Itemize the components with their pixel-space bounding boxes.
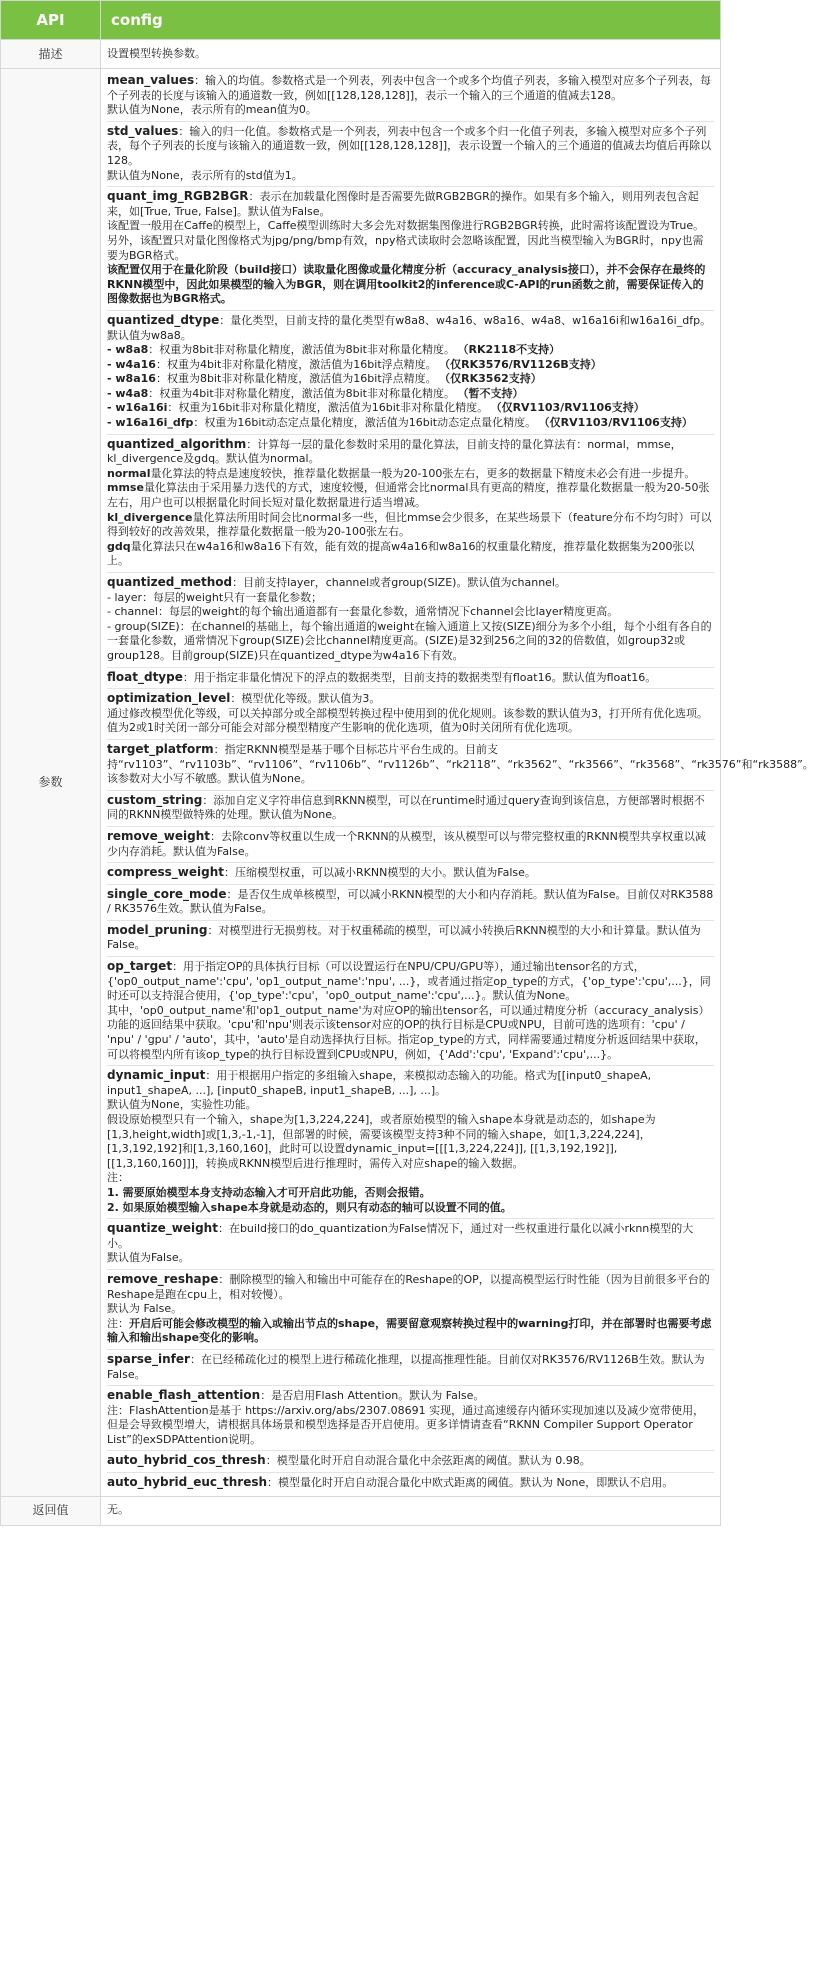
param-term: mmse bbox=[107, 481, 144, 495]
param-term: - w4a8 bbox=[107, 386, 149, 400]
param-text: ：对模型进行无损剪枝。对于权重稀疏的模型，可以减小转换后RKNN模型的大小和计算量。默认值为False。 bbox=[107, 923, 701, 952]
param-line bbox=[107, 691, 714, 707]
param-line bbox=[107, 234, 714, 263]
param-line bbox=[107, 437, 714, 467]
param-text: - group(SIZE)：在channel的基础上，每个输出通道的weight在输入通道上又按(SIZE)细分为多个小组，每个小组有各自的一套量化参数，通常情况下group(SIZE)会比channel精度更高。(SIZE)是32到256之间的32的倍数值，如group32或group128。目前group(SIZE)只在quantized_dtype为w4a16下有效。 bbox=[107, 619, 712, 662]
param-block bbox=[107, 885, 714, 921]
params-value bbox=[101, 69, 814, 1497]
param-text: ：权重为4bit非对称量化精度，激活值为16bit浮点精度。 bbox=[155, 357, 437, 371]
param-line bbox=[107, 959, 714, 1004]
param-title: model_pruning bbox=[107, 922, 208, 937]
param-line bbox=[107, 620, 714, 664]
param-text: 该配置一般用在Caffe的模型上，Caffe模型训练时大多会先对数据集图像进行RGB2BGR转换，此时需将该配置设为True。 bbox=[107, 219, 705, 233]
param-block bbox=[107, 1350, 714, 1386]
param-line bbox=[107, 1388, 714, 1404]
return-value: 无。 bbox=[101, 1496, 721, 1525]
param-line bbox=[107, 1475, 714, 1491]
param-text: - layer：每层的weight只有一套量化参数； bbox=[107, 590, 323, 604]
param-title: auto_hybrid_euc_thresh bbox=[107, 1475, 268, 1490]
param-text: ：去除conv等权重以生成一个RKNN的从模型，该从模型可以与带完整权重的RKNN模型共享权重以减少内存消耗。默认值为False。 bbox=[107, 829, 706, 858]
param-block bbox=[107, 689, 714, 740]
param-text: ：权重为8bit非对称量化精度，激活值为8bit非对称量化精度。 bbox=[148, 343, 455, 357]
param-title: sparse_infer bbox=[107, 1351, 190, 1366]
param-text: 注：FlashAttention是基于 https://arxiv.org/abs/2307.08691 实现，通过高速缓存内循环实现加速以及减少宽带使用，但是会导致模型增大，请根据具体场景和模型选择是否开启使用。更多详情请查看“RKNN Compiler Support Operator List”的exSDPAttention说明。 bbox=[107, 1403, 705, 1446]
param-line bbox=[107, 923, 714, 953]
params-row bbox=[1, 69, 721, 1497]
param-text: 默认值为None，实验性功能。 bbox=[107, 1098, 257, 1112]
param-text: 通过修改模型优化等级，可以关掉部分或全部模型转换过程中使用到的优化规则。该参数的默认值为3，打开所有优化选项。值为2或1时关闭一部分可能会对部分模型精度产生影响的优化选项，值为0时关闭所有优化选项。 bbox=[107, 706, 708, 735]
param-title: compress_weight bbox=[107, 865, 224, 880]
param-line bbox=[107, 540, 714, 569]
param-text: ：压缩模型权重，可以减小RKNN模型的大小。默认值为False。 bbox=[224, 866, 536, 880]
param-line bbox=[107, 793, 714, 823]
param-term: - w16a16i bbox=[107, 401, 168, 415]
param-text: ：输入的均值。参数格式是一个列表，列表中包含一个或多个均值子列表，多输入模型对应多个子列表，每个子列表的长度与该输入的通道数一致，例如[[128,128,128]]，表示一个输入的三个通道的值减去128。 bbox=[107, 74, 712, 102]
param-block bbox=[107, 311, 714, 435]
param-line bbox=[107, 1068, 714, 1098]
param-title: remove_reshape bbox=[107, 1271, 219, 1286]
param-block bbox=[107, 1066, 714, 1219]
params-label: 参数 bbox=[1, 69, 101, 1497]
param-text: 量化算法所用时间会比normal多一些，但比mmse会少很多，在某些场景下（feature分布不均匀时）可以得到较好的改善效果，推荐量化数据量一般为20-100张左右。 bbox=[107, 510, 712, 539]
param-line bbox=[107, 591, 714, 606]
param-line bbox=[107, 416, 714, 431]
param-block bbox=[107, 1270, 714, 1350]
param-block bbox=[107, 957, 714, 1066]
param-text: 另外，该配置只对量化图像格式为jpg/png/bmp有效，npy格式读取时会忽略该配置，因此当模型输入为BGR时，npy也需要为BGR格式。 bbox=[107, 233, 704, 262]
param-title: quantized_dtype bbox=[107, 312, 220, 327]
param-text: ：用于指定非量化情况下的浮点的数据类型，目前支持的数据类型有float16。默认值为float16。 bbox=[182, 670, 657, 684]
param-line bbox=[107, 1221, 714, 1251]
param-line bbox=[107, 169, 714, 184]
param-line bbox=[107, 1404, 714, 1448]
param-title: target_platform bbox=[107, 741, 214, 756]
param-text: ：是否仅生成单核模型，可以减小RKNN模型的大小和内存消耗。默认值为False。目前仅对RK3588 / RK3576生效。默认值为False。 bbox=[107, 887, 714, 916]
param-block bbox=[107, 573, 714, 668]
param-support-note: （仅RK3576/RV1126B支持） bbox=[444, 357, 602, 371]
param-title: remove_weight bbox=[107, 828, 210, 843]
param-text: ：量化类型，目前支持的量化类型有w8a8、w4a16、w8a16、w4a8、w16a16i和w16a16i_dfp。默认值为w8a8。 bbox=[107, 313, 712, 342]
param-line bbox=[107, 263, 714, 307]
param-line bbox=[107, 670, 714, 686]
param-title: mean_values bbox=[107, 73, 195, 87]
param-line bbox=[107, 358, 714, 373]
param-term: gdq bbox=[107, 539, 131, 553]
param-line bbox=[107, 343, 714, 358]
param-line bbox=[107, 1186, 714, 1201]
param-term: kl_divergence bbox=[107, 510, 193, 524]
param-text: 1. 需要原始模型本身支持动态输入才可开启此功能，否则会报错。 bbox=[107, 1185, 431, 1199]
param-text: 假设原始模型只有一个输入，shape为[1,3,224,224]，或者原始模型的输入shape本身就是动态的，如shape为[1,3,height,width]或[1,3,-1,-1]，但部署的时候，需要该模型支持3种不同的输入shape，如[1,3,224,224]，[1,3,192,192]和[1,3,160,160]，此时可以设置dynamic_input=[[[1,3,224,224]], [[1,3,192,192]], [[1,3,160,160]]]，转换成RKNN模型后进行推理时，需传入对应shape的输入数据。 bbox=[107, 1113, 656, 1170]
param-line bbox=[107, 1004, 714, 1062]
param-term: - w8a16 bbox=[107, 372, 156, 386]
param-line bbox=[107, 1272, 714, 1302]
param-line bbox=[107, 219, 714, 234]
param-line bbox=[107, 865, 714, 881]
table-header-row bbox=[1, 1, 721, 40]
param-line bbox=[107, 1171, 714, 1186]
param-block bbox=[107, 740, 814, 791]
param-text: ：计算每一层的量化参数时采用的量化算法，目前支持的量化算法有：normal，mmse，kl_divergence及gdq。默认值为normal。 bbox=[107, 437, 682, 466]
param-text: - channel：每层的weight的每个输出通道都有一套量化参数，通常情况下channel会比layer精度更高。 bbox=[107, 605, 619, 619]
header-config: config bbox=[101, 1, 721, 40]
param-line bbox=[107, 73, 714, 103]
param-line bbox=[107, 1453, 714, 1469]
param-text: 开启后可能会修改模型的输入或输出节点的shape，需要留意观察转换过程中的warning打印，并在部署时也需要考虑输入和输出shape变化的影响。 bbox=[107, 1316, 712, 1345]
param-line bbox=[107, 829, 714, 859]
param-block bbox=[107, 668, 714, 690]
param-line bbox=[107, 103, 714, 118]
param-text: 默认值为False。 bbox=[107, 1251, 190, 1265]
param-block bbox=[107, 791, 714, 827]
param-line bbox=[107, 372, 714, 387]
param-text: ：模型量化时开启自动混合量化中欧式距离的阈值。默认为 None，即默认不启用。 bbox=[267, 1476, 674, 1490]
return-label: 返回值 bbox=[1, 1496, 101, 1525]
header-api: API bbox=[1, 1, 101, 40]
param-support-note: （仅RK3562支持） bbox=[444, 372, 542, 386]
param-text: ：指定RKNN模型是基于哪个目标芯片平台生成的。目前支持“rv1103”、“rv1103b”、“rv1106”、“rv1106b”、“rv1126b”、“rk2118”、“rk3562”、“rk3566”、“rk3568”、“rk3576”和“rk3588”。该参数对大小写不敏感。默认值为None。 bbox=[107, 742, 814, 786]
param-text: ：在已经稀疏化过的模型上进行稀疏化推理，以提高推理性能。目前仅对RK3576/RV1126B生效。默认为 False。 bbox=[107, 1352, 705, 1381]
param-title: enable_flash_attention bbox=[107, 1388, 261, 1403]
param-block bbox=[107, 827, 714, 863]
param-text: ：表示在加载量化图像时是否需要先做RGB2BGR的操作。如果有多个输入，则用列表包含起来，如[True, True, False]。默认值为False。 bbox=[107, 190, 699, 218]
param-line bbox=[107, 1302, 714, 1317]
param-term: - w16a16i_dfp bbox=[107, 416, 194, 430]
param-text: ：在build接口的do_quantization为False情况下，通过对一些权重进行量化以减小rknn模型的大小。 bbox=[107, 1222, 694, 1250]
param-text: 注： bbox=[107, 1171, 129, 1185]
param-title: optimization_level bbox=[107, 691, 231, 706]
param-text: 默认为 False。 bbox=[107, 1302, 183, 1316]
param-line bbox=[107, 481, 714, 510]
param-line bbox=[107, 1317, 714, 1346]
param-text: ：模型量化时开启自动混合量化中余弦距离的阈值。默认为 0.98。 bbox=[265, 1454, 591, 1468]
param-text: 其中，'op0_output_name'和'op1_output_name'为对应OP的输出tensor名，可以通过精度分析（accuracy_analysis）功能的返回结果中获取。'cpu'和'npu'则表示该tensor对应的OP的执行目标是CPU或NPU，目前可选的选项有：'cpu' / 'npu' / 'gpu' / 'auto'，其中，'auto'是自动选择执行目标。指定op_type的方式，同样需要通过精度分析返回结果中获取，可以将模型内所有该op_type的执行目标设置到CPU或NPU，例如，{'Add':'cpu', 'Expand':'cpu',...}。 bbox=[107, 1003, 710, 1061]
param-line bbox=[107, 189, 714, 219]
desc-row bbox=[1, 40, 721, 69]
param-note-prefix: 注： bbox=[107, 1316, 129, 1330]
param-line bbox=[107, 1113, 714, 1171]
param-text: ：权重为16bit非对称量化精度，激活值为16bit非对称量化精度。 bbox=[167, 401, 489, 415]
param-title: float_dtype bbox=[107, 669, 183, 684]
param-block bbox=[107, 921, 714, 957]
param-line bbox=[107, 887, 714, 917]
param-support-note: （仅RV1103/RV1106支持） bbox=[496, 401, 645, 415]
param-text: ：删除模型的输入和输出中可能存在的Reshape的OP，以提高模型运行时性能（因为目前很多平台的Reshape是跑在cpu上，相对较慢）。 bbox=[107, 1272, 710, 1301]
param-text: ：权重为16bit动态定点量化精度，激活值为16bit动态定点量化精度。 bbox=[193, 416, 537, 430]
param-line bbox=[107, 741, 814, 787]
param-line bbox=[107, 511, 714, 540]
param-title: op_target bbox=[107, 959, 173, 974]
param-block bbox=[107, 122, 714, 187]
param-line bbox=[107, 313, 714, 343]
param-text: ：输入的归一化值。参数格式是一个列表，列表中包含一个或多个归一化值子列表，多输入模型对应多个子列表，每个子列表的长度与该输入的通道数一致，例如[[128,128,128]]，表示设置一个输入的三个通道的值减去均值后再除以128。 bbox=[107, 124, 712, 167]
param-text: ：模型优化等级。默认值为3。 bbox=[230, 692, 381, 706]
desc-value: 设置模型转换参数。 bbox=[101, 40, 721, 69]
param-line bbox=[107, 387, 714, 402]
param-title: std_values bbox=[107, 123, 179, 138]
param-block bbox=[107, 1473, 714, 1494]
param-text: 量化算法的特点是速度较快，推荐量化数据量一般为20-100张左右，更多的数据量下精度未必会有进一步提升。 bbox=[150, 466, 696, 480]
param-line bbox=[107, 1098, 714, 1113]
param-block bbox=[107, 1451, 714, 1473]
param-text: ：权重为8bit非对称量化精度，激活值为16bit浮点精度。 bbox=[155, 372, 437, 386]
param-line bbox=[107, 1352, 714, 1382]
param-title: custom_string bbox=[107, 792, 203, 807]
param-title: single_core_mode bbox=[107, 886, 227, 901]
param-term: - w8a8 bbox=[107, 343, 149, 357]
param-block bbox=[107, 187, 714, 311]
param-title: dynamic_input bbox=[107, 1068, 206, 1083]
param-line bbox=[107, 124, 714, 169]
param-title: quantized_method bbox=[107, 575, 233, 589]
param-text: 默认值为None，表示所有的std值为1。 bbox=[107, 168, 303, 182]
param-line bbox=[107, 1251, 714, 1266]
return-row bbox=[1, 1496, 721, 1525]
param-title: quant_img_RGB2BGR bbox=[107, 189, 249, 204]
param-text: ：目前支持layer，channel或者group(SIZE)。默认值为channel。 bbox=[232, 576, 566, 589]
param-support-note: （RK2118不支持） bbox=[463, 343, 561, 357]
param-text: 该配置仅用于在量化阶段（build接口）读取量化图像或量化精度分析（accuracy_analysis接口），并不会保存在最终的RKNN模型中，因此如果模型的输入为BGR，则在调用toolkit2的inference或C-API的run函数之前，需要保证传入的图像数据也为BGR格式。 bbox=[107, 263, 706, 306]
param-support-note: （暂不支持） bbox=[463, 386, 524, 400]
param-line bbox=[107, 605, 714, 620]
param-text: 默认值为None，表示所有的mean值为0。 bbox=[107, 103, 317, 117]
param-text: 2. 如果原始模型输入shape本身就是动态的，则只有动态的轴可以设置不同的值。 bbox=[107, 1200, 512, 1214]
param-text: ：用于根据用户指定的多组输入shape，来模拟动态输入的功能。格式为[[input0_shapeA, input1_shapeA, ...], [input0_shapeB, input1_shapeB, ...], ...]。 bbox=[107, 1069, 652, 1097]
param-block bbox=[107, 71, 714, 122]
param-block bbox=[107, 1219, 714, 1270]
param-line bbox=[107, 467, 714, 482]
param-text: ：是否启用Flash Attention。默认为 False。 bbox=[260, 1389, 485, 1403]
param-block bbox=[107, 1386, 714, 1451]
param-line bbox=[107, 707, 714, 736]
param-text: ：用于指定OP的具体执行目标（可以设置运行在NPU/CPU/GPU等），通过输出tensor名的方式，{'op0_output_name':'cpu', 'op1_output_name':'npu', ...}，或者通过指定op_type的方式，{'op_type':'cpu',...}，同时还可以支持混合使用，{'op_type':'cpu'，'op0_output_name':'cpu',...}。默认值为None。 bbox=[107, 960, 711, 1003]
param-text: 量化算法由于采用暴力迭代的方式，速度较慢，但通常会比normal具有更高的精度，推荐量化数据量一般为20-50张左右，用户也可以根据量化时间长短对量化数据量进行适当增减。 bbox=[107, 481, 710, 510]
param-text: 量化算法只在w4a16和w8a16下有效，能有效的提高w4a16和w8a16的权重量化精度，推荐量化数据集为200张以上。 bbox=[107, 539, 695, 568]
param-text: ：添加自定义字符串信息到RKNN模型，可以在runtime时通过query查询到该信息，方便部署时根据不同的RKNN模型做特殊的处理。默认值为None。 bbox=[107, 793, 705, 822]
param-title: auto_hybrid_cos_thresh bbox=[107, 1453, 266, 1468]
param-title: quantize_weight bbox=[107, 1221, 218, 1236]
param-block bbox=[107, 435, 714, 573]
param-line bbox=[107, 1201, 714, 1216]
param-title: quantized_algorithm bbox=[107, 436, 247, 451]
param-line bbox=[107, 575, 714, 591]
param-term: normal bbox=[107, 466, 151, 480]
param-support-note: （仅RV1103/RV1106支持） bbox=[544, 416, 693, 430]
param-text: ：权重为4bit非对称量化精度，激活值为8bit非对称量化精度。 bbox=[148, 386, 455, 400]
param-term: - w4a16 bbox=[107, 357, 156, 371]
desc-label: 描述 bbox=[1, 40, 101, 69]
param-block bbox=[107, 863, 714, 885]
param-line bbox=[107, 401, 714, 416]
